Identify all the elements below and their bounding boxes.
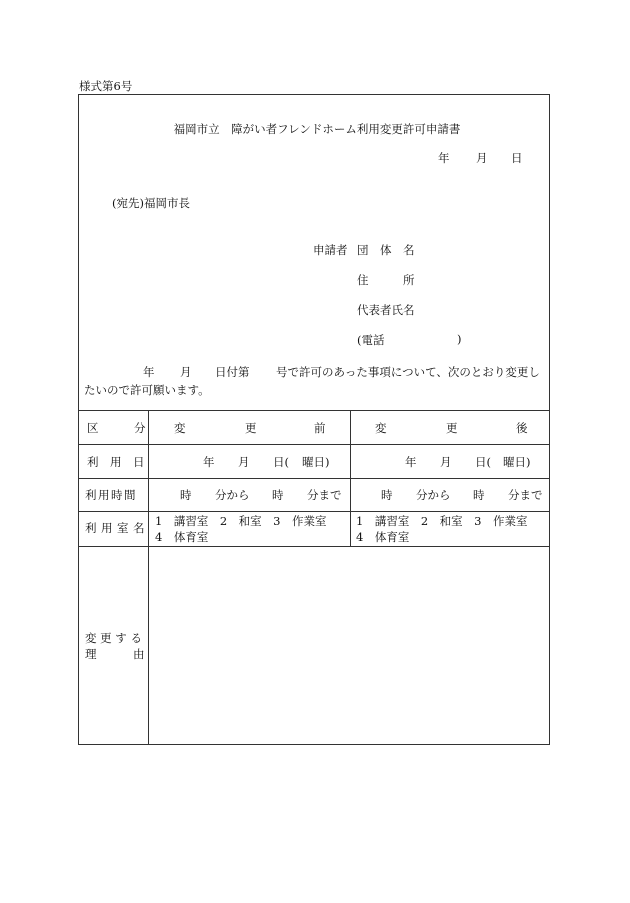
table-line-3 <box>79 511 550 512</box>
form-number: 様式第6号 <box>79 79 133 93</box>
after-room-line2: 4 体育室 <box>356 530 410 544</box>
body-year: 年 <box>143 365 155 379</box>
after-month: 月 <box>440 455 452 469</box>
date-label-3: 日 <box>133 455 145 469</box>
after-room-line1: 1 講習室 2 和室 3 作業室 <box>356 514 528 528</box>
room-label-2: 用 <box>101 521 113 535</box>
header-before-2: 更 <box>245 421 257 435</box>
table-line-2 <box>79 478 550 479</box>
header-category-2: 分 <box>134 421 146 435</box>
date-month: 月 <box>476 151 488 165</box>
before-room-line2: 4 体育室 <box>155 530 209 544</box>
phone-close: ) <box>457 332 462 346</box>
header-after-3: 後 <box>516 421 528 435</box>
after-min-from: 分から <box>416 488 451 502</box>
before-room-line1: 1 講習室 2 和室 3 作業室 <box>155 514 327 528</box>
date-year: 年 <box>438 151 450 165</box>
after-hour-from: 時 <box>381 488 393 502</box>
table-col-line-2 <box>350 410 351 546</box>
before-hour-from: 時 <box>180 488 192 502</box>
before-year: 年 <box>203 455 215 469</box>
room-label-3: 室 <box>117 521 129 535</box>
time-label: 利用時間 <box>85 488 137 502</box>
header-after-2: 更 <box>446 421 458 435</box>
header-before-1: 変 <box>174 421 186 435</box>
date-label-1: 利 <box>87 455 99 469</box>
header-category-1: 区 <box>87 421 99 435</box>
reason-label-line1: 変 更 す る <box>85 631 142 645</box>
after-min-to: 分まで <box>508 488 543 502</box>
before-weekday: 曜日) <box>302 455 330 469</box>
before-day: 日( <box>273 455 289 469</box>
table-line-4 <box>79 546 550 547</box>
room-label-4: 名 <box>133 521 145 535</box>
after-hour-to: 時 <box>473 488 485 502</box>
org-name-label: 団 体 名 <box>357 243 415 257</box>
table-col-line-1 <box>148 410 149 745</box>
applicant-heading: 申請者 <box>313 243 348 257</box>
addressee: (宛先)福岡市長 <box>112 196 190 210</box>
body-number-rest: 号で許可のあった事項について、次のとおり変更し <box>276 365 540 379</box>
after-day: 日( <box>475 455 491 469</box>
header-after-1: 変 <box>375 421 387 435</box>
before-min-from: 分から <box>215 488 250 502</box>
reason-label-2b: 由 <box>133 647 145 661</box>
before-month: 月 <box>238 455 250 469</box>
after-year: 年 <box>405 455 417 469</box>
phone-label: (電話 <box>357 333 385 347</box>
reason-input-area[interactable] <box>150 548 548 743</box>
date-label-2: 用 <box>110 455 122 469</box>
body-dated: 日付第 <box>215 365 250 379</box>
before-min-to: 分まで <box>307 488 342 502</box>
form-title: 福岡市立 障がい者フレンドホーム利用変更許可申請書 <box>173 122 461 136</box>
room-label-1: 利 <box>85 521 97 535</box>
table-line-1 <box>79 444 550 445</box>
representative-label: 代表者氏名 <box>357 303 415 317</box>
reason-label-2a: 理 <box>85 647 97 661</box>
header-before-3: 前 <box>314 421 326 435</box>
before-hour-to: 時 <box>272 488 284 502</box>
body-month: 月 <box>180 365 192 379</box>
body-line2: たいので許可願います。 <box>84 383 210 397</box>
after-weekday: 曜日) <box>503 455 531 469</box>
address-label: 住 所 <box>357 273 415 287</box>
date-day: 日 <box>511 151 523 165</box>
table-top-line <box>79 410 550 411</box>
